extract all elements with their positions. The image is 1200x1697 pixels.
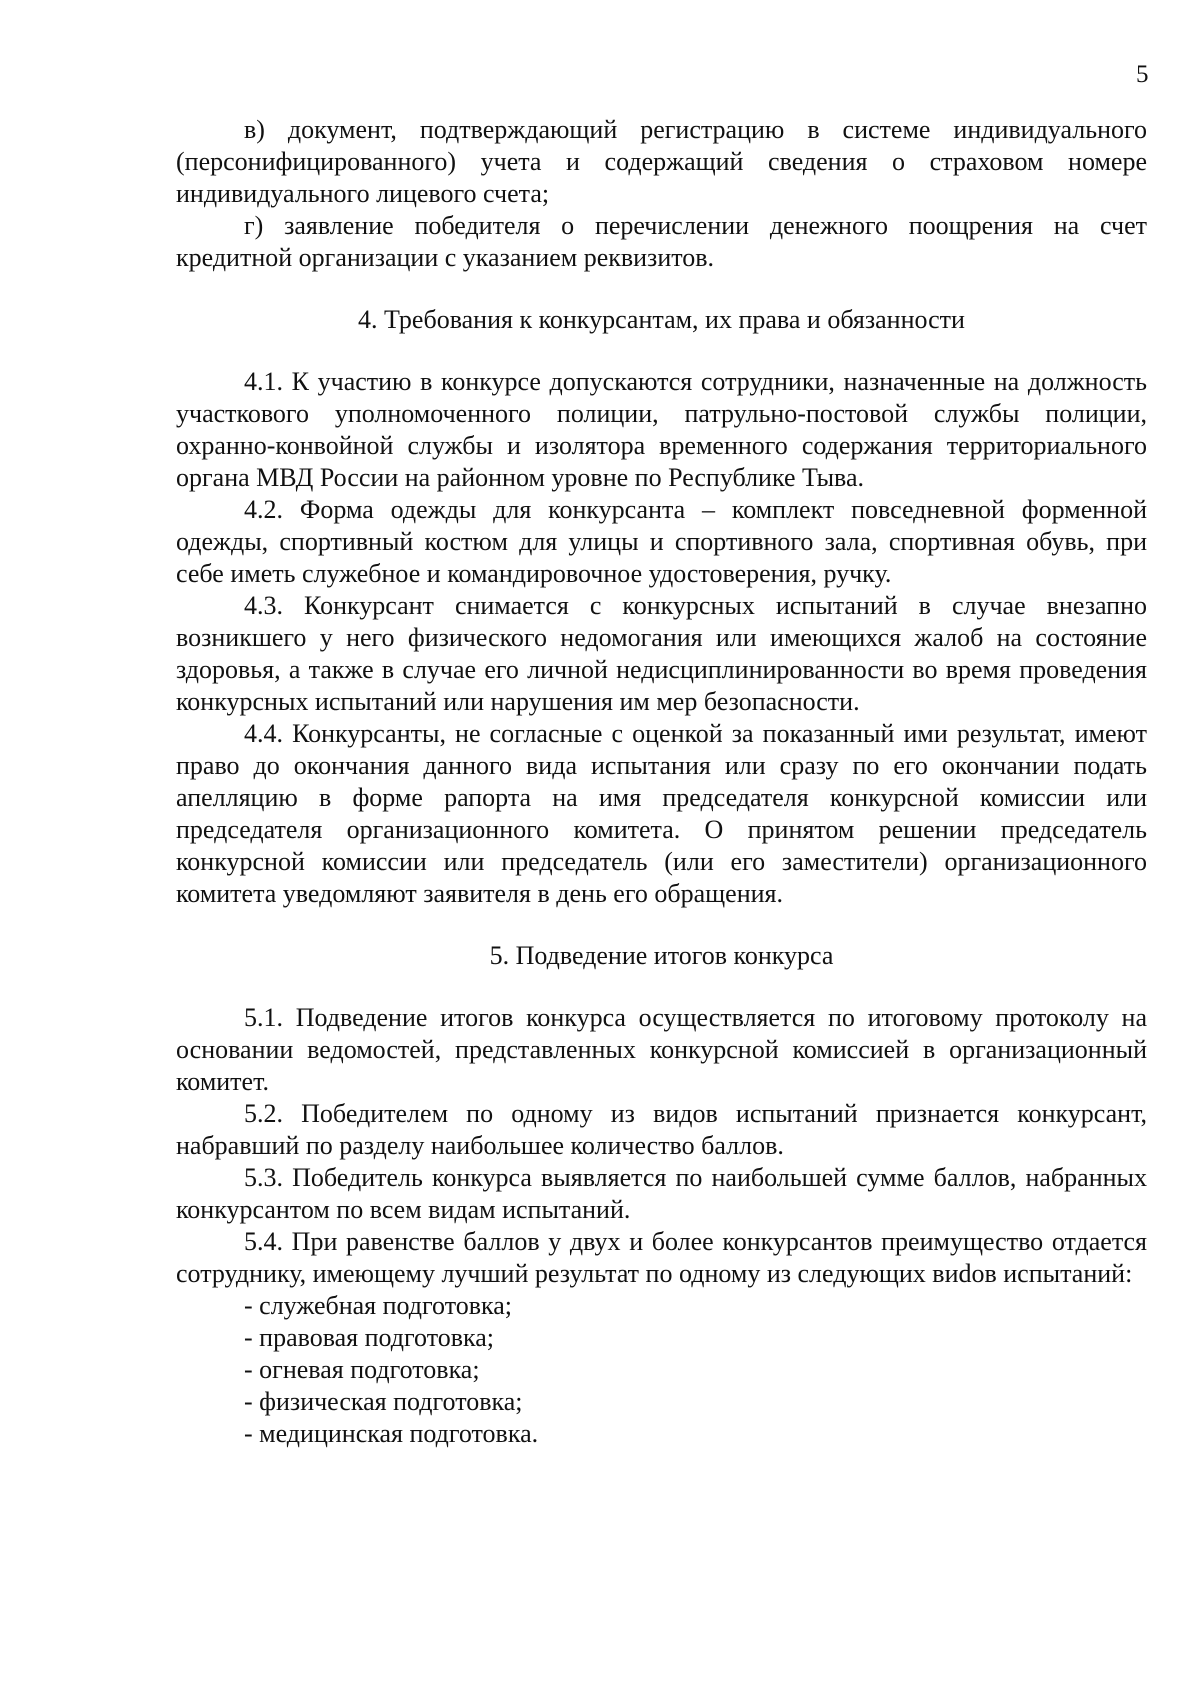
paragraph-5-2: 5.2. Победителем по одному из видов испытаний признается конкурсант, набравший по разделу наибольшее количество баллов. <box>176 1099 1147 1160</box>
list-item: - физическая подготовка; <box>244 1387 523 1416</box>
list-item: - правовая подготовка; <box>244 1323 495 1352</box>
section-heading-4: 4. Требования к конкурсантам, их права и обязанности <box>358 305 965 334</box>
paragraph-4-3: 4.3. Конкурсант снимается с конкурсных испытаний в случае внезапно возникшего у него физического недомогания или имеющихся жалоб на состояние здоровья, а также в случае его личной недисциплинированности во время проведения конкурсных испытаний или нарушения им мер безопасности. <box>176 591 1147 716</box>
testing-types-list <box>176 1290 1147 1450</box>
paragraph-5-1: 5.1. Подведение итогов конкурса осуществляется по итоговому протоколу на основании ведомостей, представленных конкурсной комиссией в организационный комитет. <box>176 1003 1147 1096</box>
list-item: - медицинская подготовка. <box>244 1419 539 1448</box>
paragraph-4-1: 4.1. К участию в конкурсе допускаются сотрудники, назначенные на должность участкового уполномоченного полиции, патрульно-постовой службы полиции, охранно-конвойной службы и изолятора временного содержания территориального органа МВД России на районном уровне по Республике Тыва. <box>176 367 1147 492</box>
paragraph-5-4: 5.4. При равенстве баллов у двух и более конкурсантов преимущество отдается сотруднику, имеющему лучший результат по одному из следующих виdов испытаний: <box>176 1227 1147 1288</box>
document-body <box>176 114 1147 1450</box>
paragraph-g: г) заявление победителя о перечислении денежного поощрения на счет кредитной организации с указанием реквизитов. <box>176 211 1147 272</box>
paragraph-v: в) документ, подтверждающий регистрацию в системе индивидуального (персонифицированного) учета и содержащий сведения о страховом номере индивидуального лицевого счета; <box>176 115 1147 208</box>
section-heading-5: 5. Подведение итогов конкурса <box>489 941 834 970</box>
paragraph-4-2: 4.2. Форма одежды для конкурсанта – комплект повседневной форменной одежды, спортивный костюм для улицы и спортивного зала, спортивная обувь, при себе иметь служебное и командировочное удостоверения, ручку. <box>176 495 1147 588</box>
list-item: - огневая подготовка; <box>244 1355 480 1384</box>
paragraph-5-3: 5.3. Победитель конкурса выявляется по наибольшей сумме баллов, набранных конкурсантом по всем видам испытаний. <box>176 1163 1147 1224</box>
page-number: 5 <box>1136 61 1149 88</box>
list-item: - служебная подготовка; <box>244 1291 512 1320</box>
paragraph-4-4: 4.4. Конкурсанты, не согласные с оценкой за показанный ими результат, имеют право до окончания данного вида испытания или сразу по его окончании подать апелляцию в форме рапорта на имя председателя конкурсной комиссии или председателя организационного комитета. О принятом решении председатель конкурсной комиссии или председатель (или его заместители) организационного комитета уведомляют заявителя в день его обращения. <box>176 719 1147 908</box>
